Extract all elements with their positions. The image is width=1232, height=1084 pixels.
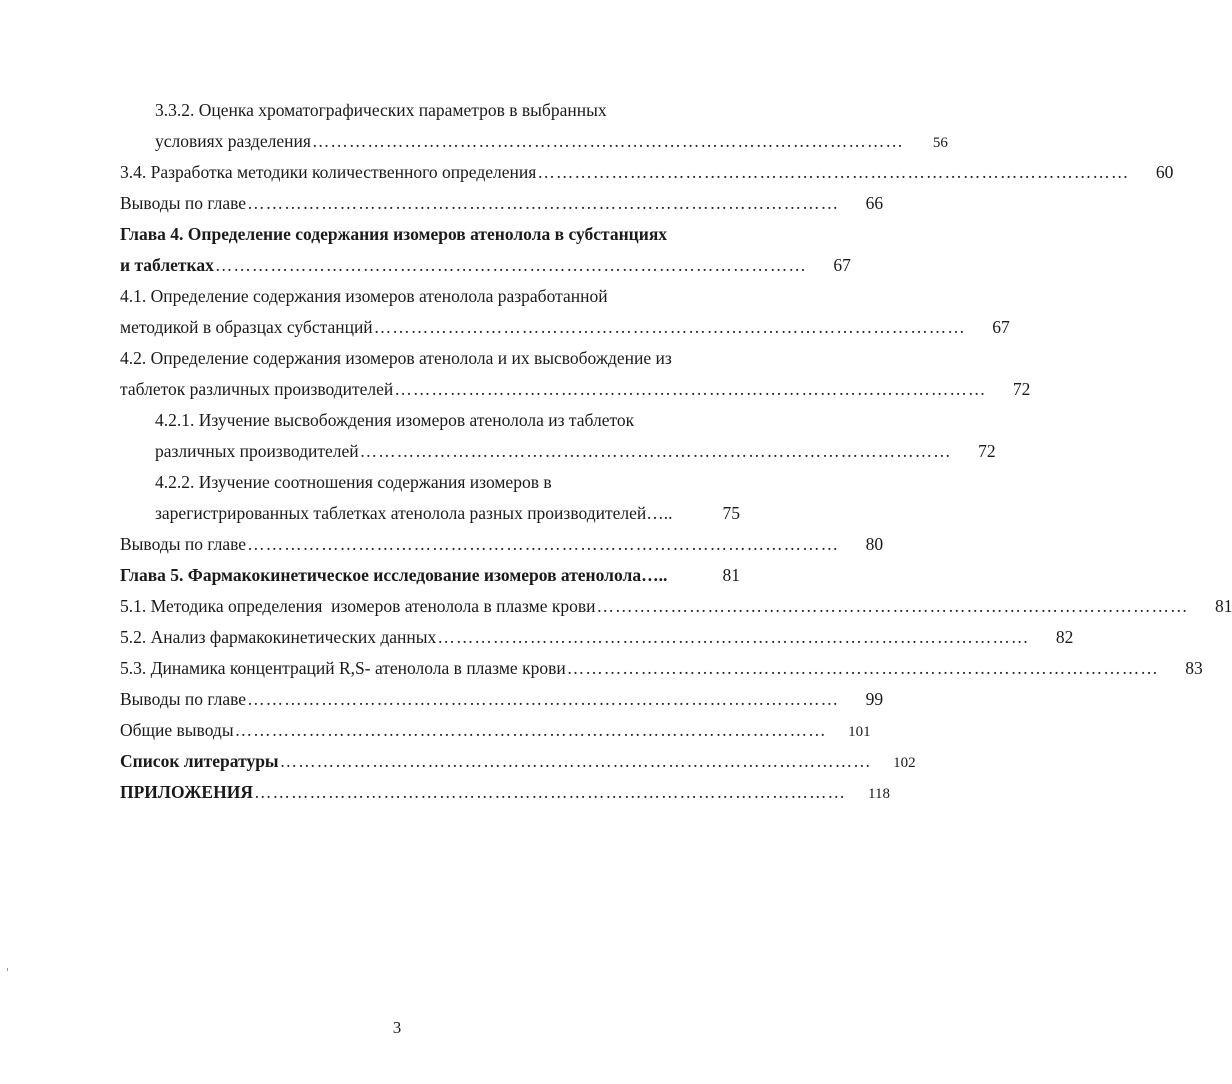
dot-leader: …………………………………………………………………………………… bbox=[279, 751, 872, 771]
toc-entry-4-2-line2 bbox=[120, 374, 1031, 404]
toc-entry-text: Список литературы bbox=[120, 751, 279, 771]
dot-leader: …………………………………………………………………………………… bbox=[247, 534, 840, 554]
toc-chapter-4-line2 bbox=[120, 250, 851, 280]
dot-leader: …………………………………………………………………………………… bbox=[537, 162, 1130, 182]
toc-entry-text: условиях разделения bbox=[155, 131, 311, 151]
toc-entry-text: Общие выводы bbox=[120, 720, 234, 740]
toc-page-number: 66 bbox=[865, 193, 884, 213]
toc-entry-text: 3.4. Разработка методики количественного определения bbox=[120, 162, 537, 182]
toc-entry-4-2-2-line1 bbox=[155, 467, 740, 497]
toc-page-number: 67 bbox=[833, 255, 851, 275]
toc-entry-text: 4.1. Определение содержания изомеров атенолола разработанной bbox=[120, 286, 608, 306]
toc-chapter-4-line1 bbox=[120, 219, 740, 249]
toc-entry-text: 4.2. Определение содержания изомеров атенолола и их высвобождение из bbox=[120, 348, 672, 368]
toc-entry-5-3 bbox=[120, 653, 1203, 683]
toc-page-number: 80 bbox=[865, 534, 884, 554]
scan-speck bbox=[7, 968, 8, 971]
dot-leader: …………………………………………………………………………………… bbox=[566, 658, 1159, 678]
toc-entry-text: 4.2.1. Изучение высвобождения изомеров атенолола из таблеток bbox=[155, 410, 635, 430]
toc-entry-text: Глава 5. Фармакокинетическое исследование изомеров атенолола….. bbox=[120, 565, 668, 585]
dot-leader: …………………………………………………………………………………… bbox=[373, 317, 966, 337]
toc-entry-text: 5.3. Динамика концентраций R,S- атенолола в плазме крови bbox=[120, 658, 566, 678]
dot-leader: …………………………………………………………………………………… bbox=[311, 131, 904, 151]
toc-entry-text: 4.2.2. Изучение соотношения содержания изомеров в bbox=[155, 472, 552, 492]
toc-entry-text: 3.3.2. Оценка хроматографических параметров в выбранных bbox=[155, 100, 607, 120]
toc-page-number: 118 bbox=[868, 786, 890, 802]
toc-page-number: 83 bbox=[1185, 658, 1203, 678]
toc-page-number: 72 bbox=[1012, 379, 1031, 399]
toc-page-number: 75 bbox=[722, 503, 740, 523]
toc-entry-conclusions-ch3 bbox=[120, 188, 884, 218]
toc-entry-text: Выводы по главе bbox=[120, 534, 247, 554]
dot-leader: …………………………………………………………………………………… bbox=[214, 255, 807, 275]
dot-leader: …………………………………………………………………………………… bbox=[247, 689, 840, 709]
toc-entry-text: Глава 4. Определение содержания изомеров атенолола в субстанциях bbox=[120, 224, 668, 244]
toc-page-number: 72 bbox=[978, 441, 996, 461]
toc-entry-5-2 bbox=[120, 622, 1074, 652]
page-number: 3 bbox=[392, 1018, 402, 1037]
dot-leader: …………………………………………………………………………………… bbox=[234, 720, 827, 740]
toc-entry-3-3-2-line2 bbox=[155, 126, 948, 156]
toc-entry-text: различных производителей bbox=[155, 441, 359, 461]
toc-entry-5-1 bbox=[120, 591, 1232, 621]
toc-entry-text: Выводы по главе bbox=[120, 689, 247, 709]
toc-entry-general-conclusions bbox=[120, 715, 871, 745]
toc-entry-conclusions-ch4 bbox=[120, 529, 884, 559]
toc-entry-text: и таблетках bbox=[120, 255, 214, 275]
toc-page-number: 102 bbox=[893, 755, 916, 771]
toc-page-number: 81 bbox=[1214, 596, 1232, 616]
toc-entry-text: ПРИЛОЖЕНИЯ bbox=[120, 782, 253, 802]
toc-entry-4-1-line1 bbox=[120, 281, 740, 311]
toc-entry-4-1-line2 bbox=[120, 312, 1010, 342]
toc-entry-text: 5.1. Методика определения изомеров атенолола в плазме крови bbox=[120, 596, 596, 616]
toc-entry-text: методикой в образцах субстанций bbox=[120, 317, 373, 337]
toc-entry-3-3-2-line1 bbox=[155, 95, 740, 125]
toc-page-number: 56 bbox=[932, 135, 948, 151]
toc-chapter-5 bbox=[120, 560, 740, 590]
toc-entry-3-4 bbox=[120, 157, 1174, 187]
toc-entry-references bbox=[120, 746, 916, 776]
toc-entry-text: Выводы по главе bbox=[120, 193, 247, 213]
toc-page-number: 99 bbox=[865, 689, 884, 709]
toc-page-number: 82 bbox=[1055, 627, 1074, 647]
dot-leader: …………………………………………………………………………………… bbox=[253, 782, 846, 802]
toc-entry-text: 5.2. Анализ фармакокинетических данных bbox=[120, 627, 437, 647]
toc-entry-4-2-1-line2 bbox=[155, 436, 996, 466]
toc-entry-4-2-line1 bbox=[120, 343, 740, 373]
toc-page-number: 81 bbox=[722, 565, 740, 585]
toc-entry-text: таблеток различных производителей bbox=[120, 379, 394, 399]
dot-leader: …………………………………………………………………………………… bbox=[359, 441, 952, 461]
dot-leader: …………………………………………………………………………………… bbox=[394, 379, 987, 399]
toc-entry-conclusions-ch5 bbox=[120, 684, 884, 714]
toc-page-number: 67 bbox=[992, 317, 1010, 337]
toc-entry-text: зарегистрированных таблетках атенолола разных производителей….. bbox=[155, 503, 673, 523]
toc-page-number: 101 bbox=[848, 724, 871, 740]
toc-page-number: 60 bbox=[1155, 162, 1174, 182]
toc-entry-4-2-1-line1 bbox=[155, 405, 740, 435]
toc-entry-4-2-2-line2 bbox=[155, 498, 740, 528]
dot-leader: …………………………………………………………………………………… bbox=[247, 193, 840, 213]
toc-entry-appendices bbox=[120, 777, 890, 807]
dot-leader: …………………………………………………………………………………… bbox=[596, 596, 1189, 616]
dot-leader: …………………………………………………………………………………… bbox=[437, 627, 1030, 647]
